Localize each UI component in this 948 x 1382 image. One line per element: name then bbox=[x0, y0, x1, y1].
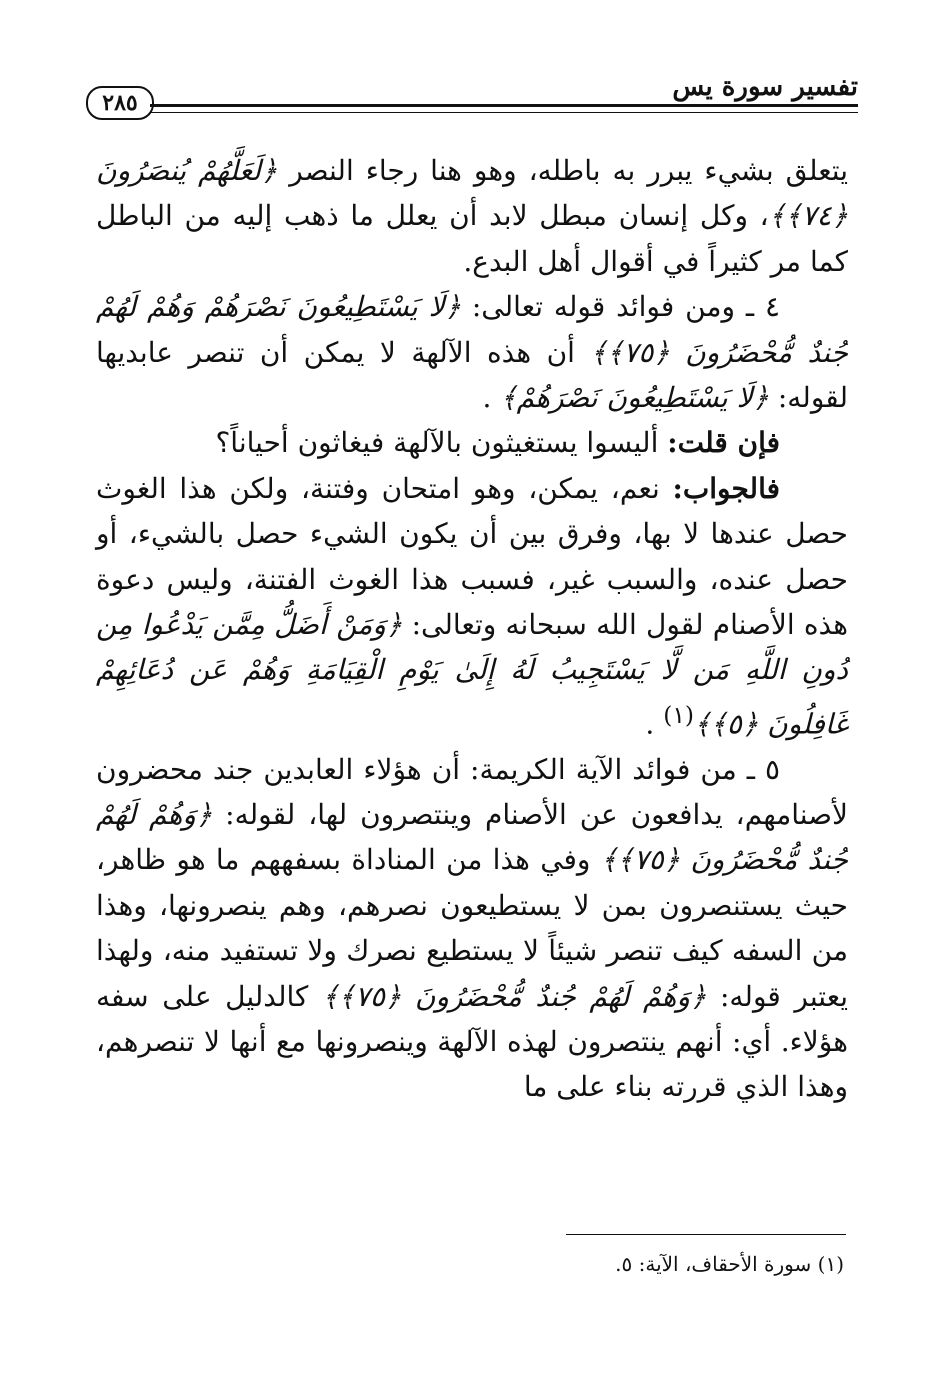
p4-text: نعم، يمكن، وهو امتحان وفتنة، ولكن هذا الغوث حصل عندها لا بها، وفرق بين أن يكون الشيء حصل بالشيء، أو حصل عنده، والسبب غير، فسبب هذا الغوث الفتنة، وليس دعوة هذه الأصنام لقول الله سبحانه وتعالى: bbox=[96, 471, 849, 642]
p5-quran-quote: ﴿وَهُمْ لَهُمْ جُندٌ مُّحْضَرُونَ ﴿٧٥﴾﴾ bbox=[96, 798, 848, 877]
p2-text: ٤ ـ ومن فوائد قوله تعالى: bbox=[471, 290, 780, 324]
paragraph-1 bbox=[96, 148, 848, 284]
paragraph-4 bbox=[96, 466, 848, 747]
header-rule-thick bbox=[150, 104, 858, 107]
paragraph-5 bbox=[96, 747, 848, 1110]
page-header bbox=[86, 72, 858, 124]
p5-quran-quote-2: ﴿وَهُمْ لَهُمْ جُندٌ مُّحْضَرُونَ ﴿٧٥﴾﴾ bbox=[322, 979, 707, 1013]
p4-quran-quote: ﴿وَمَنْ أَضَلُّ مِمَّن يَدْعُوا مِن دُونِ اللَّهِ مَن لَّا يَسْتَجِيبُ لَهُ إِلَىٰ يَوْمِ الْقِيَامَةِ وَهُمْ عَن دُعَائِهِمْ غَافِلُونَ ﴿٥﴾﴾ bbox=[96, 608, 848, 741]
footnote: (١) سورة الأحقاف، الآية: ٥. bbox=[615, 1252, 844, 1276]
p5-text2: وفي هذا من المناداة بسفههم ما هو ظاهر، حيث يستنصرون بمن لا يستطيعون نصرهم، وهم ينصرونها، وهذا من السفه كيف تنصر شيئاً لا يستطيع نصرك ولا تستفيد منه، ولهذا يعتبر قوله: bbox=[96, 843, 849, 1013]
p2-quran-quote-2: ﴿لَا يَسْتَطِيعُونَ نَصْرَهُمْ﴾ bbox=[500, 381, 769, 415]
p2-text3: . bbox=[482, 381, 492, 415]
p4-lead: فالجواب: bbox=[672, 471, 780, 505]
p2-quran-quote: ﴿لَا يَسْتَطِيعُونَ نَصْرَهُمْ وَهُمْ لَهُمْ جُندٌ مُّحْضَرُونَ ﴿٧٥﴾﴾ bbox=[96, 290, 848, 369]
p1-quran-quote: ﴿لَعَلَّهُمْ يُنصَرُونَ ﴿٧٤﴾﴾ bbox=[96, 154, 848, 233]
p3-text: أليسوا يستغيثون بالآلهة فيغاثون أحياناً؟ bbox=[215, 426, 659, 460]
p4-text2: . bbox=[645, 707, 655, 741]
p1-text: يتعلق بشيء يبرر به باطله، وهو هنا رجاء النصر bbox=[289, 154, 849, 187]
p1-text2: ، وكل إنسان مبطل لابد أن يعلل ما ذهب إليه من الباطل كما مر كثيراً في أقوال أهل البدع. bbox=[96, 199, 848, 278]
header-rule-thin bbox=[150, 112, 858, 113]
paragraph-3 bbox=[96, 420, 848, 465]
body-text bbox=[96, 148, 848, 1110]
running-title: تفسير سورة يس bbox=[660, 72, 858, 102]
page-number: ٢٨٥ bbox=[86, 86, 154, 120]
p5-text: ٥ ـ من فوائد الآية الكريمة: أن هؤلاء العابدين جند محضرون لأصنامهم، يدافعون عن الأصنام وينتصرون لها، لقوله: bbox=[96, 752, 848, 832]
footnote-separator bbox=[566, 1234, 846, 1235]
p5-text3: كالدليل على سفه هؤلاء. أي: أنهم ينتصرون لهذه الآلهة وينصرونها مع أنها لا تنصرهم، وهذا الذي قررته بناء على ما bbox=[96, 979, 848, 1104]
p3-lead: فإن قلت: bbox=[667, 426, 780, 460]
p2-text2: أن هذه الآلهة لا يمكن أن تنصر عابديها لقوله: bbox=[96, 335, 848, 415]
paragraph-2 bbox=[96, 284, 848, 420]
p4-footnote-marker: (١) bbox=[663, 700, 694, 729]
